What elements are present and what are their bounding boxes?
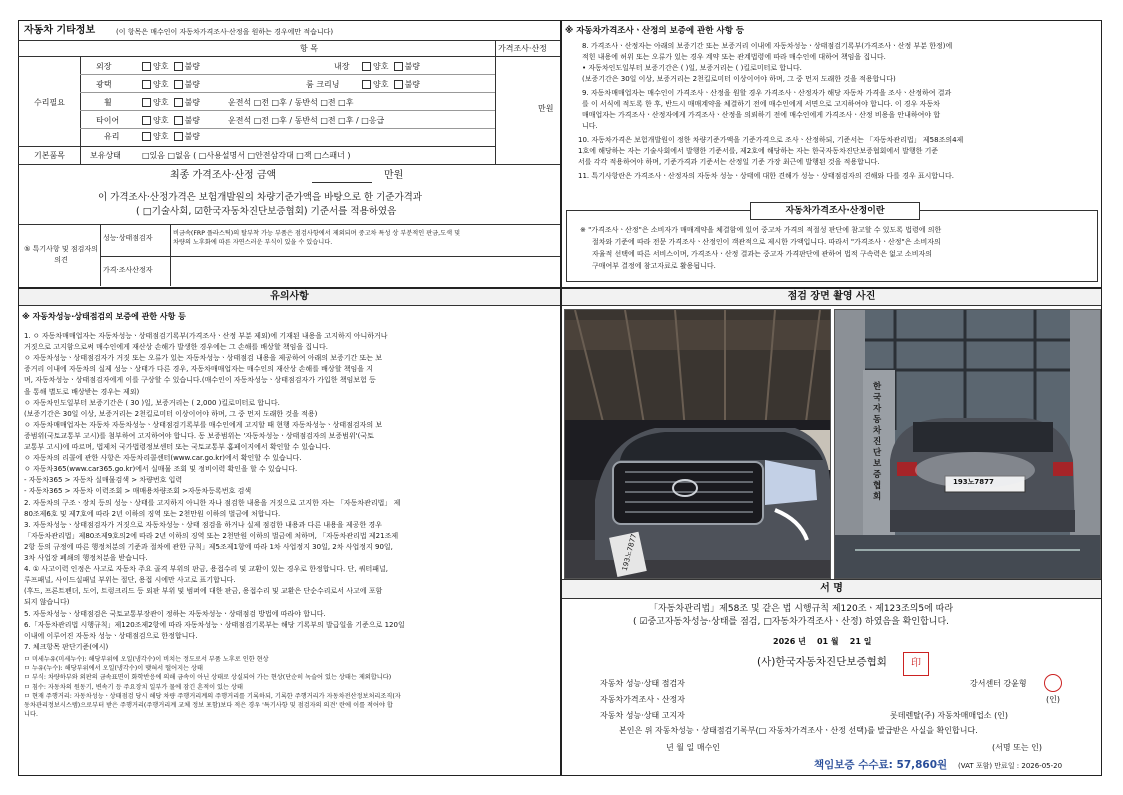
checkbox[interactable]	[142, 116, 151, 125]
criteria-line: ㅁ 누유(누수): 해당부위에서 오일(냉각수)이 맺혀서 떨어지는 상태	[24, 665, 203, 673]
special-notes-label: ⑤ 특기사항 및 점검자의 의견	[24, 245, 98, 264]
price-item: (보증기간은 30일 이상, 보증거리는 2천킬로미터 이상이어야 하며, 그 중 먼저 도래한 것을 적용합니다)	[582, 75, 896, 83]
line	[18, 164, 560, 165]
price-definition-text: 구매여부 결정에 참고자료로 활용됩니다.	[592, 262, 716, 270]
checkbox[interactable]	[174, 62, 183, 71]
notes-line: 3차 사업장 폐쇄의 행정처분을 받습니다.	[24, 554, 148, 562]
checkbox[interactable]	[142, 80, 151, 89]
basis-line1: 이 가격조사·산정가격은 보험개발원의 차량기준가액을 바탕으로 한 기준가격과	[98, 192, 422, 203]
price-item: 니다.	[582, 122, 598, 130]
line	[80, 110, 495, 111]
signature-line1: 「자동차관리법」제58조 및 같은 법 시행규칙 제120조ㆍ제123조의5에 따라	[649, 604, 954, 614]
signature-org: (사)한국자동차진단보증협회	[757, 656, 887, 668]
inspector-label: 자동차 성능·상태 점검자	[600, 679, 685, 688]
row-label-tire: 타이어	[96, 116, 120, 125]
notes-line: 4. ① 사고이력 인정은 사고로 자동차 주요 골격 부위의 판금, 용접수리 및 교환이 있는 경우로 한정합니다. 단, 쿼터패널,	[24, 565, 388, 574]
notes-line: - 자동차365 > 자동차 이력조회 > 매매용차량조회 >자동차등록번호 검색	[24, 487, 252, 496]
price-item: 를 이 서식에 적도록 한 후, 반드시 매매계약을 체결하기 전에 매수인에게 서면으로 고지하여야 합니다. 이 경우 자동차	[582, 100, 940, 108]
notes-line: 거짓으로 고지함으로써 매수인에게 재산상 손해가 발생한 경우에는 그 손해를 배상할 책임을 집니다.	[24, 343, 328, 352]
criteria-line: 동차관리정보시스템)으로부터 받은 주행거리(주행거리계 교체 정보 포함)보다 적은 경우 '특기사항 및 점검자의 의견' 란에 이를 적어야 합	[24, 701, 393, 709]
unit-label: 만원	[538, 104, 554, 113]
line	[100, 256, 560, 257]
price-definition-title: 자동차가격조사·산정이란	[750, 202, 920, 220]
line	[18, 40, 560, 41]
gloss-options[interactable]: 양호 불량	[142, 80, 200, 90]
notes-line: 루프패널, 사이드실패널 부위는 절단, 용접 시에만 사고로 표기합니다.	[24, 576, 236, 585]
price-item: 10. 자동차가격은 보험개발원이 정한 차량기준가액을 기준가격으로 조사ㆍ산정하되, 기준서는 「자동차관리법」 제58조의4제	[578, 136, 964, 144]
repair-group-label: 수리필요	[34, 98, 65, 107]
price-guarantee-heading: ※ 자동차가격조사ㆍ산정의 보증에 관한 사항 등	[565, 26, 745, 36]
price-definition-text: ※ "가격조사ㆍ산정"은 소비자가 매매계약을 체결함에 있어 중고차 가격의 적절성 판단에 참고할 수 있도록 법령에 의한	[580, 226, 942, 234]
basic-items-label: 기본품목	[34, 151, 65, 160]
price-definition-text: 절차와 기준에 따라 전문 가격조사ㆍ산정인이 객관적으로 제시한 가액입니다. 따라서 "가격조사ㆍ산정"은 소비자의	[592, 238, 941, 246]
checkbox[interactable]	[394, 80, 403, 89]
notes-line: 증범위(국토교통부 고시)를 첨부하여 고지하여야 합니다. 동 보증범위는 '자동차성능ㆍ상태점검자의 보증범위'(국토	[24, 431, 374, 440]
notes-line: 2. 자동차의 구조ㆍ장치 등의 성능ㆍ상태를 고지하지 아니한 자나 점검한 내용을 거짓으로 고지한 자는 「자동차관리법」 제	[24, 498, 401, 507]
criteria-line: ㅁ 현재 주행거리: 자동차성능ㆍ상태점검 당시 해당 차량 주행거리계의 주행거리를 기록하되, 기록한 주행거리가 자동차전산정보처리조직(자	[24, 692, 401, 700]
line	[80, 92, 495, 93]
price-item: 11. 특기사항란은 가격조사ㆍ산정자의 자동차 성능ㆍ상태에 대한 견해가 성능ㆍ상태점검자의 견해와 다를 경우 표시합니다.	[578, 172, 954, 180]
row-label-exterior: 외장	[96, 62, 112, 71]
notes-line: ㅇ 자동차의 리콜에 관한 사항은 자동차리콜센터(www.car.go.kr)에서 확인할 수 있습니다.	[24, 454, 302, 463]
notes-line: ㅇ 자동차매매업자는 자동차 자동차성능ㆍ상태점검기록부를 매수인에게 고지할 때 현행 자동차성능ㆍ상태점검자의 보	[24, 420, 383, 429]
line	[495, 40, 496, 164]
checkbox[interactable]	[174, 80, 183, 89]
checkbox[interactable]	[174, 98, 183, 107]
price-item: 적힌 내용에 허위 또는 오류가 있는 경우 계약 또는 관계법령에 따라 매수인에 대하여 책임을 집니다.	[582, 53, 886, 61]
notes-line: 되지 않습니다)	[24, 598, 70, 607]
front-car-image	[565, 310, 830, 578]
notes-line: 증거리 이내에 자동차의 실제 성능ㆍ상태가 다른 경우, 자동차매매업자는 매수인의 재산상 손해를 배상할 책임을 지	[24, 365, 373, 374]
buyer-date-row: 년 월 일 매수인	[666, 743, 720, 752]
header-price: 가격조사·산정	[498, 44, 547, 53]
price-definition-text: 자율적 선택에 따른 서비스이며, 가격조사ㆍ산정 결과는 중고자 가격판단에 관하여 법적 구속력은 없고 소비자의	[592, 250, 932, 258]
tire-options[interactable]: 양호 불량	[142, 116, 200, 126]
line	[80, 128, 495, 129]
notes-line: ㅇ 자동차성능ㆍ상태점검자가 거짓 또는 오류가 있는 자동차성능ㆍ상태점검 내용을 제공하여 아래의 보증기간 또는 보	[24, 354, 383, 363]
notes-line: 교통부 고시)에 따르며, 법제처 국가법령정보센터 또는 국토교통부 홈페이지에서 확인할 수 있습니다.	[24, 443, 331, 451]
sign-hint: (서명 또는 인)	[992, 743, 1042, 752]
line	[18, 146, 495, 147]
price-inspector-label: 가격·조사산정자	[103, 266, 153, 274]
line	[100, 224, 101, 286]
guarantee-fee: 책임보증 수수료: 57,860원	[814, 759, 948, 771]
wheel-options[interactable]: 양호 불량	[142, 98, 200, 108]
price-item: 8. 가격조사ㆍ산정자는 아래의 보증기간 또는 보증거리 이내에 자동차성능ㆍ상태점검기록부(가격조사ㆍ산정 부분 한정)에	[582, 42, 953, 50]
notes-line: 며, 자동차성능ㆍ상태점검자에게 이를 구상할 수 있습니다.(매수인이 자동차성능ㆍ상태점검자가 가입한 책임보험 등	[24, 376, 376, 385]
notes-line: 80조제6호 및 제7호에 따라 2년 이하의 징역 또는 2천만원 이하의 벌금에 처합니다.	[24, 509, 281, 518]
rear-plate: 193노7877	[953, 478, 994, 486]
photos-section-title: 점검 장면 촬영 사진	[562, 289, 1101, 306]
other-info-title: 자동차 기타정보	[24, 25, 96, 36]
notes-line: (후드, 프론트펜더, 도어, 트렁크리드 등 외판 부위 및 범퍼에 대한 판금, 용접수리 및 교환은 단순수리로서 사고에 포함	[24, 587, 383, 596]
notes-line: 「자동차관리법」제80조제9호의2에 따라 2년 이하의 징역 또는 2천만원 이하의 벌금에 처하며, 「자동차관리법 제21조제	[24, 531, 399, 540]
line	[170, 224, 171, 286]
notes-line: ㅇ 자동차365(www.car365.go.kr)에서 실매물 조회 및 정비이력 확인을 할 수 있습니다.	[24, 465, 298, 474]
tire-position: 운전석 □전 □후 / 동반석 □전 □후 / □응급	[228, 116, 385, 125]
notes-line: (보증기간은 30일 이상, 보증거리는 2천킬로미터 이상이어야 하며, 그 중 먼저 도래한 것을 적용)	[24, 409, 318, 418]
official-seal-icon: 印	[903, 652, 929, 676]
checkbox[interactable]	[394, 62, 403, 71]
room-options[interactable]: 양호 불량	[362, 80, 420, 90]
checkbox[interactable]	[174, 116, 183, 125]
sign-year: 2026	[773, 637, 796, 646]
signature-line2: ( ☑중고자동차성능·상태를 점검, □자동차가격조사ㆍ산정) 하였음을 확인합니다.	[633, 617, 949, 627]
notes-line: 을 통해 별도로 배상받는 경우는 제외)	[24, 387, 140, 396]
price-assessor-value: (인)	[1046, 695, 1060, 704]
notes-line: 3. 자동차성능ㆍ상태점검자가 거짓으로 자동차성능ㆍ상태 점검을 하거나 실제 점검한 내용과 다른 내용을 제공한 경우	[24, 520, 382, 529]
notes-heading: ※ 자동차성능·상태점검의 보증에 관한 사항 등	[22, 312, 186, 321]
price-item: 매매업자는 가격조사ㆍ산정자에게 가격조사ㆍ산정을 의뢰하기 전에 매수인에게 가격조사ㆍ산정 비용을 안내하여야 합	[582, 111, 941, 119]
exterior-options[interactable]: 양호 불량	[142, 62, 200, 72]
notes-line: 6.「자동차관리법 시행규칙」제120조제2항에 따라 자동차성능ㆍ상태점검기록부는 해당 기록부의 발급일을 기준으로 120일	[24, 620, 405, 629]
notes-line: - 자동차365 > 자동차 실매물검색 > 차량번호 입력	[24, 476, 183, 485]
line	[18, 56, 560, 57]
basis-line2: ( □기술사회, ☑한국자동차진단보증협회) 기준서를 적용하였음	[136, 206, 397, 217]
fee-note: (VAT 포함) 만료일 : 2026-05-20	[958, 762, 1063, 770]
price-item: 1호에 해당하는 자는 기술사회에서 발행한 기준서를, 제2호에 해당하는 자는 한국자동차진단보증협회에서 발행한 기준	[578, 147, 939, 155]
signature-section-title: 서 명	[562, 580, 1101, 599]
notes-line: 7. 체크항목 판단기준(예시)	[24, 642, 109, 651]
criteria-line: 니다.	[24, 711, 38, 719]
price-assessor-label: 자동차가격조사ㆍ산정자	[600, 695, 686, 704]
checkbox[interactable]	[362, 62, 371, 71]
criteria-line: ㅁ 침수: 자동차의 원동기, 변속기 등 주요장치 일부가 물에 잠긴 흔적이 있는 상태	[24, 683, 243, 691]
notes-line: ㅇ 자동차인도일부터 보증기간은 ( 30 )일, 보증거리는 ( 2,000 )킬로미터로 합니다.	[24, 398, 280, 407]
basic-options: □있음 □없음 ( □사용설명서 □안전삼각대 □잭 □스패너 )	[142, 151, 351, 160]
interior-options[interactable]: 양호 불량	[362, 62, 420, 72]
notes-line: 1. ㅇ 자동차매매업자는 자동차성능ㆍ상태점검기록부(가격조사ㆍ산정 부분 제외)에 기재된 내용을 고지하지 아니하거나	[24, 332, 388, 340]
header-item: 항 목	[300, 44, 318, 53]
price-item: • 자동차인도일부터 보증기간은 ( )일, 보증거리는 ( )킬로미터로 합니다.	[582, 64, 802, 72]
notes-line: 5. 자동차성능ㆍ상태점검은 국토교통부장관이 정하는 자동차성능ㆍ상태점검 방법에 따라야 합니다.	[24, 609, 326, 618]
checkbox[interactable]	[142, 62, 151, 71]
price-item: 서를 각각 적용하여야 하며, 기준가격과 기준서는 산정일 기준 가장 최근에 발행된 것을 적용합니다.	[578, 158, 880, 166]
checkbox[interactable]	[142, 132, 151, 141]
checkbox[interactable]	[362, 80, 371, 89]
rear-photo	[834, 309, 1101, 579]
row-label-room: 룸 크리닝	[306, 80, 340, 89]
receipt-confirmation: 본인은 위 자동차성능ㆍ상태점검기록부(□ 자동차가격조사ㆍ산정 선택)를 발급받은 사실을 확인합니다.	[619, 726, 978, 735]
perf-opinion-1: 비금속(FRP 플라스틱)의 탈부착 가능 부품은 점검사항에서 제외되며 중고차 특성 상 부분적인 판금,도색 및	[173, 230, 461, 237]
vertical-divider	[560, 20, 562, 776]
final-price-label: 최종 가격조사·산정 금액	[170, 170, 277, 181]
row-label-wheel: 휠	[104, 98, 112, 107]
other-info-note: (이 항목은 매수인이 자동차가격조사·산정을 원하는 경우에만 적습니다)	[116, 28, 334, 36]
sign-month: 01	[816, 637, 829, 646]
criteria-line: ㅁ 미세누유(미세누수): 해당부위에 오일(냉각수)이 비치는 정도로서 부품 노후로 인한 현상	[24, 655, 269, 663]
front-plate: 193노7877	[620, 533, 639, 572]
front-photo	[564, 309, 831, 579]
inspector-seal-icon	[1044, 674, 1062, 692]
perf-opinion-2: 차량의 노후화에 따른 자연스러운 부식이 있을 수 있습니다.	[173, 239, 333, 246]
perf-inspector-label: 성능·상태점검자	[103, 234, 153, 242]
row-label-interior: 내장	[334, 62, 350, 71]
wheel-position: 운전석 □전 □후 / 동반석 □전 □후	[228, 98, 354, 107]
checkbox[interactable]	[142, 98, 151, 107]
final-price-unit: 만원	[384, 170, 404, 181]
price-item: 9. 자동차매매업자는 매수인이 가격조사ㆍ산정을 원할 경우 가격조사ㆍ산정자가 해당 자동차 가격을 조사ㆍ산정하여 결과	[582, 89, 952, 97]
notifier-label: 자동차 성능·상태 고지자	[600, 711, 685, 720]
row-label-glass: 유리	[104, 132, 120, 141]
association-sign: 한국자동차진단보증협회	[873, 382, 882, 502]
glass-options[interactable]: 양호 불량	[142, 132, 200, 142]
basic-state-label: 보유상태	[90, 151, 121, 160]
notifier-value: 롯데렌탈(주) 자동차매매업소 (인)	[890, 711, 1009, 720]
notes-line: 이내에 이루어진 자동차 성능ㆍ상태점검으로 한정합니다.	[24, 631, 198, 640]
notes-section-title: 유의사항	[19, 289, 560, 306]
notes-line: 2항 등의 규정에 따른 행정처분의 기준과 절차에 관한 규칙」제5조제1항에 따라 1차 사업정지 30일, 2차 사업정지 90일,	[24, 542, 393, 551]
line	[80, 74, 495, 75]
criteria-line: ㅁ 부식: 차량하부와 외판의 금속표면이 화학반응에 의해 금속이 아닌 상태로 상실되어 가는 현상(단순히 녹슬어 있는 상태는 제외합니다)	[24, 674, 392, 682]
checkbox[interactable]	[174, 132, 183, 141]
inspector-value: 강서센터 강윤형	[970, 679, 1027, 688]
final-price-input[interactable]	[312, 168, 372, 183]
row-label-gloss: 광택	[96, 80, 112, 89]
sign-date: 2026 년 01 월 21 일	[773, 637, 872, 646]
sign-day: 21	[849, 637, 861, 646]
